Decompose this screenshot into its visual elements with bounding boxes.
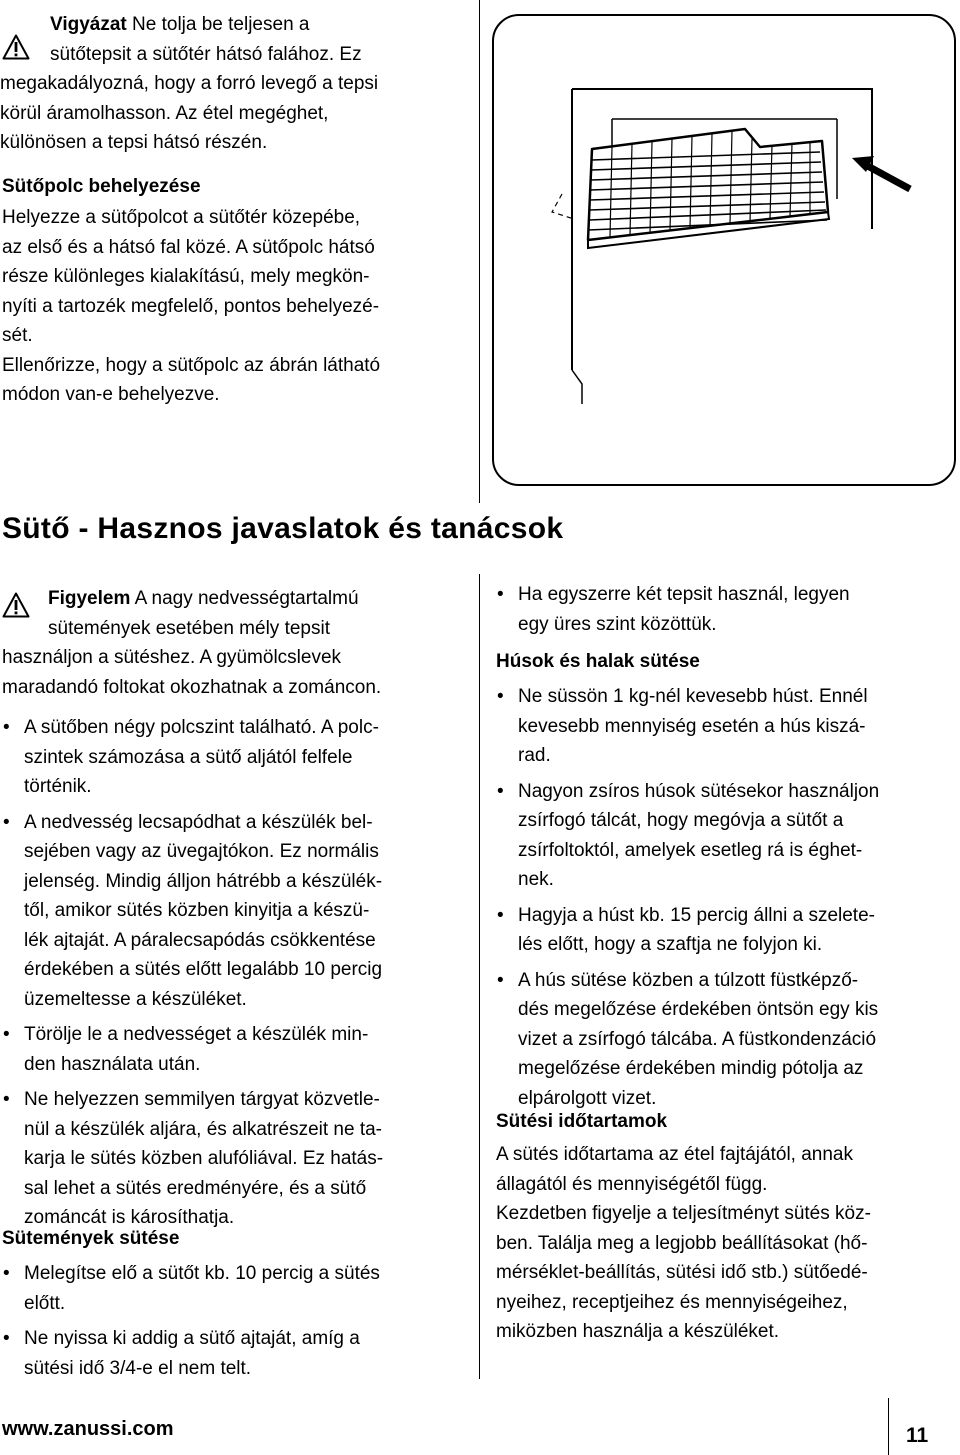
section-title: Sütő - Hasznos javaslatok és tanácsok <box>2 512 564 545</box>
list-item: • A hús sütése közben a túlzott füstképző- dés megelőzése érdekében öntsön egy kis vizet a zsírfogó tálcába. A füstkondenzáció megelőzése érdekében mindig pótolja az elpárolgott vizet. <box>497 969 879 1109</box>
tepsi-list <box>496 580 958 645</box>
page-number: 11 <box>906 1424 929 1447</box>
meat-list <box>496 682 958 1119</box>
column-divider <box>479 574 480 1379</box>
caution-paragraph: Vigyázat Ne tolja be teljesen a sütőtepsit a sütőtér hátsó falához. Ez megakadályozná, hogy a forró levegő a tepsi körül áramolhasson. Az étel megéghet, különösen a tepsi hátsó részén. <box>0 14 379 153</box>
list-item: • Törölje le a nedvességet a készülék min- den használata után. <box>3 1024 369 1075</box>
list-item: • A sütőben négy polcszint található. A polc- szintek számozása a sütő aljától felfele történik. <box>3 717 379 797</box>
times-paragraph: A sütés időtartama az étel fajtájától, annak állagától és mennyiségétől függ. Kezdetben figyelje a teljesítményt sütés köz- ben. Találja meg a legjobb beállításokat (hő- mérséklet-beállítás, sütési idő stb.) sütőedé- nyeihez, receptjeihez és mennyiségeihez, miközben használja a készüléket. <box>496 1144 871 1342</box>
list-item: • Ne süssön 1 kg-nél kevesebb húst. Ennél kevesebb mennyiség esetén a hús kiszá- rad. <box>497 686 868 766</box>
list-item: • A nedvesség lecsapódhat a készülék bel- sejében vagy az üvegajtókon. Ez normális jelenség. Mindig álljon hátrébb a készülék- től, amikor sütés közben kinyitja a készü- lék ajtaját. A páralecsapódás csökkentése érdekében a sütés előtt legalább 10 percig üzemeltesse a készüléket. <box>3 811 383 1010</box>
cakes-heading: Sütemények sütése <box>2 1228 180 1249</box>
meat-heading: Húsok és halak sütése <box>496 651 700 672</box>
list-item: • Nagyon zsíros húsok sütésekor használjon zsírfogó tálcát, hogy megóvja a sütőt a zsírfoltoktól, amelyek esetleg rá is éghet- nek. <box>497 780 880 890</box>
shelf-paragraph: Helyezze a sütőpolcot a sütőtér közepébe, az első és a hátsó fal közé. A sütőpolc hátsó része különleges kialakítású, mely megkön- nyíti a tartozék megfelelő, pontos behelyezé- sét. Ellenőrizze, hogy a sütőpolc az ábrán látható módon van-e behelyezve. <box>2 207 381 405</box>
cakes-list <box>2 1259 472 1389</box>
times-heading: Sütési időtartamok <box>496 1111 668 1132</box>
caution-label: Figyelem <box>48 588 131 609</box>
figure-frame <box>493 15 955 485</box>
shelf-heading: Sütőpolc behelyezése <box>2 176 201 197</box>
list-item: • Ne nyissa ki addig a sütő ajtaját, amíg a sütési idő 3/4-e el nem telt. <box>3 1328 360 1379</box>
list-item: • Hagyja a húst kb. 15 percig állni a szelete- lés előtt, hogy a szaftja ne folyjon ki. <box>497 904 875 955</box>
caution-paragraph: Figyelem A nagy nedvességtartalmú sütemények esetében mély tepsit használjon a sütéshez. A gyümölcslevek maradandó foltokat okozhatnak a zománcon. <box>2 588 382 698</box>
oven-tips-list <box>2 713 472 1239</box>
footer-divider <box>888 1398 889 1455</box>
caution-label: Vigyázat <box>50 14 127 35</box>
footer-website[interactable]: www.zanussi.com <box>2 1418 174 1440</box>
oven-shelf-illustration <box>492 14 956 486</box>
list-item: • Ne helyezzen semmilyen tárgyat közvetle- nül a készülék aljára, és alkatrészeit ne ta- karja le sütés közben alufóliával. Ez hatás- sal lehet a sütés eredményére, és a sütő zománcát is károsíthatja. <box>3 1089 384 1228</box>
top-column-divider <box>479 0 480 503</box>
list-item: • Ha egyszerre két tepsit használ, legyen egy üres szint közöttük. <box>497 584 850 635</box>
list-item: • Melegítse elő a sütőt kb. 10 percig a sütés előtt. <box>3 1263 380 1314</box>
